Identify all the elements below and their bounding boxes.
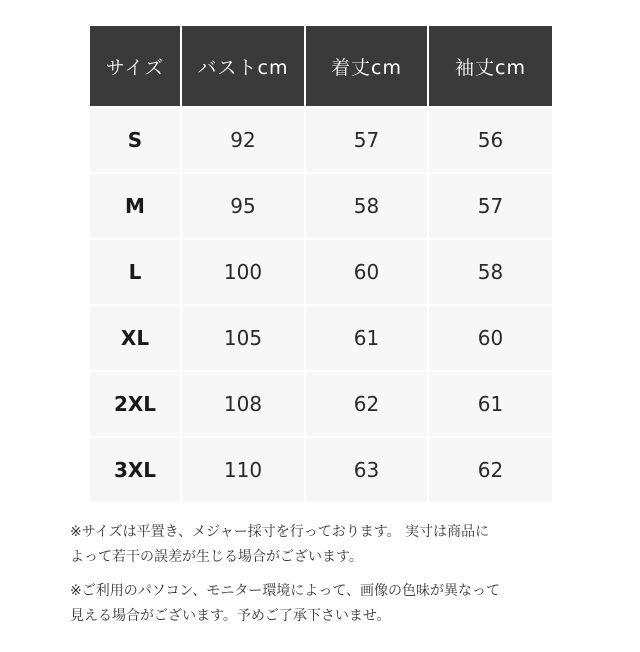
header-size: サイズ <box>90 26 182 106</box>
size-cell: 3XL <box>90 436 182 502</box>
bust-cell: 95 <box>182 172 306 238</box>
note-text-line: 見える場合がございます。予めご了承下さいませ。 <box>70 608 391 624</box>
length-cell: 60 <box>306 238 429 304</box>
sleeve-cell: 61 <box>429 370 552 436</box>
bust-cell: 100 <box>182 238 306 304</box>
table-row <box>90 436 552 502</box>
size-chart-table <box>90 26 552 502</box>
sleeve-cell: 57 <box>429 172 552 238</box>
table-row <box>90 238 552 304</box>
size-cell: 2XL <box>90 370 182 436</box>
size-cell: L <box>90 238 182 304</box>
header-bust: バストcm <box>182 26 306 106</box>
length-cell: 62 <box>306 370 429 436</box>
sleeve-cell: 62 <box>429 436 552 502</box>
note-text-line: ※ご利用のパソコン、モニター環境によって、画像の色味が異なって <box>70 583 501 599</box>
header-sleeve: 袖丈cm <box>429 26 552 106</box>
table-row <box>90 370 552 436</box>
header-length: 着丈cm <box>306 26 429 106</box>
note-text-line: ※サイズは平置き、メジャー採寸を行っております。 実寸は商品に <box>70 524 490 540</box>
bust-cell: 108 <box>182 370 306 436</box>
table-header-row <box>90 26 552 106</box>
size-cell: S <box>90 106 182 172</box>
bust-cell: 92 <box>182 106 306 172</box>
notes-section <box>70 520 590 638</box>
length-cell: 63 <box>306 436 429 502</box>
measurement-note <box>70 520 590 570</box>
note-text-line: よって若干の誤差が生じる場合がございます。 <box>70 549 363 565</box>
sleeve-cell: 56 <box>429 106 552 172</box>
sleeve-cell: 58 <box>429 238 552 304</box>
length-cell: 57 <box>306 106 429 172</box>
sleeve-cell: 60 <box>429 304 552 370</box>
table-row <box>90 172 552 238</box>
table-row <box>90 106 552 172</box>
bust-cell: 105 <box>182 304 306 370</box>
size-cell: M <box>90 172 182 238</box>
size-cell: XL <box>90 304 182 370</box>
table-row <box>90 304 552 370</box>
length-cell: 61 <box>306 304 429 370</box>
length-cell: 58 <box>306 172 429 238</box>
color-note <box>70 579 590 629</box>
bust-cell: 110 <box>182 436 306 502</box>
